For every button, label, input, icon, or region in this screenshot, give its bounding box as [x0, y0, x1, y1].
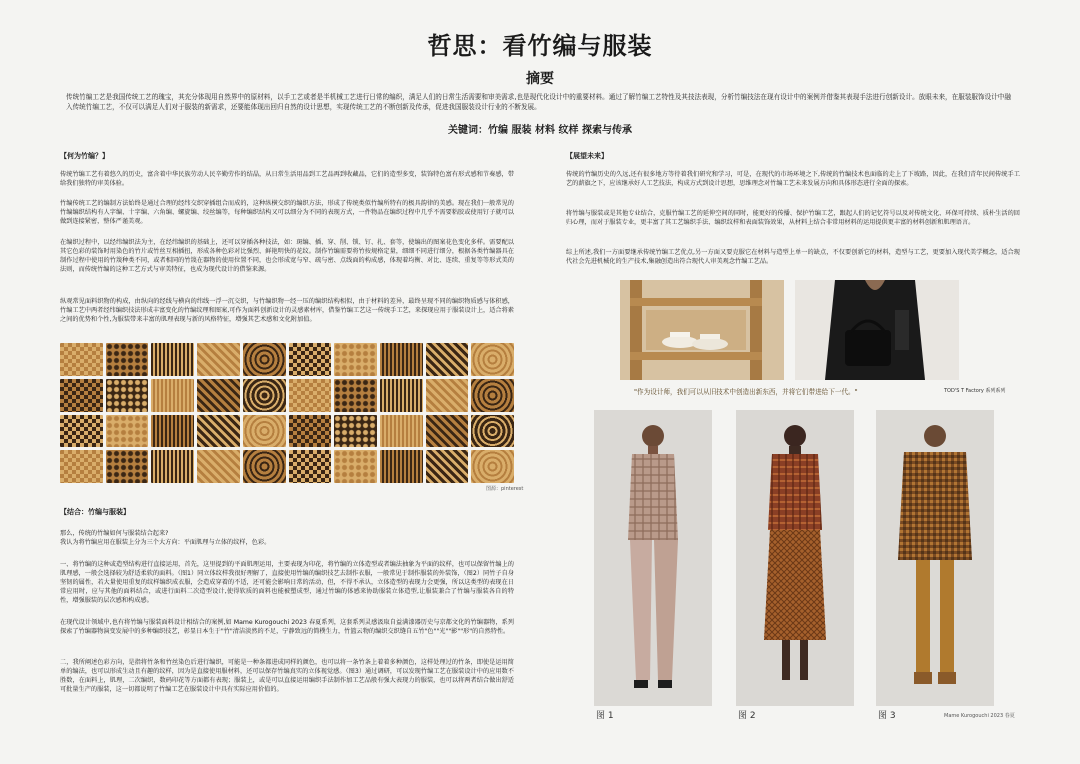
runway-photo-2 — [736, 410, 854, 706]
weave-pattern-tile — [243, 343, 286, 376]
weave-pattern-tile — [289, 450, 332, 483]
keywords: 关键词：竹编 服装 材料 纹样 探索与传承 — [448, 125, 632, 136]
weave-pattern-tile — [60, 450, 103, 483]
weave-pattern-tile — [380, 415, 423, 448]
weave-pattern-tile — [426, 379, 469, 412]
weave-pattern-tile — [106, 415, 149, 448]
figure-label-3: 图 3 — [878, 711, 896, 721]
weave-pattern-tile — [243, 415, 286, 448]
model-bag-photo — [795, 280, 959, 380]
weave-pattern-tile — [289, 343, 332, 376]
bamboo-pattern-grid — [60, 343, 514, 483]
weave-pattern-tile — [151, 450, 194, 483]
weave-pattern-tile — [426, 450, 469, 483]
weave-pattern-tile — [471, 415, 514, 448]
weave-pattern-tile — [471, 343, 514, 376]
weave-pattern-tile — [60, 415, 103, 448]
runway-credit: Mame Kurogouchi 2023 春夏 — [944, 713, 1015, 719]
future-paragraph-1: 传统的竹编历史的久远,还有很多地方等待着我们研究和学习，可是，在现代的市场环境之下,传统的竹编技术也面临的走上了下坡路，因此，在我们青年民间传统手工艺的薪旗之下，应该继承好人工艺技法，构成方式到设计思想，思维理念对竹编工艺未来发展方向和具体形态进行全面的探索。 — [566, 171, 1020, 187]
abstract-text: 传统竹编工艺是我国传统工艺的瑰宝，其充分体现用自然界中的原材料，以手工艺或者是半机械工艺进行日常的编织，满足人们的日常生活需要和审美需求,也是现代化设计中的重要材料。通过了解竹编工艺特性及其技法表现，分析竹编技法在现有设计中的案例并借鉴其表现手法进行创新设计。放眼未来，在服装服饰设计中融入传统竹编工艺，不仅可以满足人们对于服装的新需求，还要能体现出回归自然的设计思想，实现传统工艺的不断创新及传承，促进我国服装设计行业的不断发展。 — [66, 93, 1011, 111]
weave-pattern-tile — [289, 415, 332, 448]
combine-paragraph-2: 一、将竹编的这种或造型结构进行直接运用，首先，这里提到的平面肌理运用，主要表现为印花，将竹编的立体造型或者编法抽象为平面的纹样，也可以保留竹编上的肌理感，一般会选择较为舒适柔软的面料。（图1）同立体纹样我很好理解了，直接使用竹编的编织技艺去制作衣服，一般常见于制作服装的外装饰，（图2）同竹子自身坚韧的属性，若大量使用重复的纹样编织成衣服，会造成穿着的不适，还可能会影响日常的活动，但，不得不承认，立体造型的表现力会更强，所以这类型的表现在日常应用时，应与其他的面料结合，或进行面料二次造型设计,使得软质的面料也能被塑成型，通过竹编的体感来协助服装立体造型,让服装兼合了竹编与服装各自的特性，增强服装的层次感和构成感。 — [60, 561, 514, 604]
what-paragraph-4: 纵观常见面料织物的构成，由纵向的经线与横向的纬线一浮一沉交织，与竹编织物一经一压的编织结构相似，由于材料的差异，最终呈现不同的编织物质感与体积感，竹编工艺中两者经纬编织技法形成丰富变化的竹编纹理和图案,可作为面料创新设计的灵感素材库，借鉴竹编工艺这一传统手工艺，来探现应用于服装设计上，适合将素之间的优势和个性,为服装带来丰富的肌理表现与新的风格特征，增强其艺术感和文化附加值。 — [60, 298, 514, 323]
page-title: 哲思：看竹编与服装 — [427, 32, 653, 60]
weave-pattern-tile — [60, 379, 103, 412]
designer-quote: "作为设计师，我们可以从旧技术中创造出新东西，并将它们带进给下一代。" — [634, 388, 858, 396]
weave-pattern-tile — [380, 450, 423, 483]
section-heading-future: 【展望未来】 — [566, 152, 608, 160]
combine-paragraph-4: 二，我所阐述色彩方向，是指将竹条和竹丝染色后进行编织，可能是一种条都进成同样的颜色，也可以将一条竹条上着着多种颜色，这样处理过的竹条，即使是运用简单的编法，也可以形成生动且有趣的纹样，因为是直接使用服材料，还可以保存竹编真实的立体视觉感。（图3）通过调研，可以发现竹编工艺在服装设计中的应用数不胜数，在面料上，肌理，二次编织，数码印花等方面都有表现；服装上，或是可以直接运用编织手法制作加工艺品般有强大表现力的服装，也可以将两者结合做出舒适可批量生产的服装，这一切都说明了竹编工艺在服装设计中具有实际应用价值的。 — [60, 659, 514, 693]
weave-pattern-tile — [243, 379, 286, 412]
what-paragraph-2: 竹编传统工艺的编制方法始终是通过合理的经纬交织穿插组合而成的，这种纵横交织的编织方法，形成了传统类似竹编所特有的极具韵律的美感。现在我们一般常见的竹编编织结构有人字编、十字编、六角编、螺旋编、绞丝编等，每种编织结构又可以细分为不同的表现方式，一件物品在编织过程中几乎不需要粘胶或使用钉子就可以做到连接紧密，整体严谨美观。 — [60, 200, 514, 225]
abstract-heading: 摘要 — [526, 71, 554, 87]
photo-tag: TOD'S T Factory 系列系列 — [944, 388, 1006, 394]
weave-pattern-tile — [334, 343, 377, 376]
weave-pattern-tile — [60, 343, 103, 376]
weave-pattern-tile — [334, 450, 377, 483]
runway-photo-3 — [876, 410, 994, 706]
runway-photo-1 — [594, 410, 712, 706]
weave-pattern-tile — [471, 450, 514, 483]
weave-pattern-tile — [151, 343, 194, 376]
weave-pattern-tile — [334, 379, 377, 412]
weave-pattern-tile — [197, 415, 240, 448]
bamboo-shelf-photo — [620, 280, 784, 380]
weave-pattern-tile — [197, 343, 240, 376]
what-paragraph-3: 在编织过程中，以经纬编织法为主，在经纬编织的基础上，还可以穿插各种技法，如：斑编、插、穿、削、锁、钉、扎、套等，使编出的图案花色变化多样。需要配以其它色彩的装饰时用染色的竹片或竹丝互相插扭，形成各种色彩对比强烈、鲜艳明快的花纹。制作竹编需要将竹按规格定量，细细不同进行细分，根据各类竹编器具在制作过程中使用的竹篾种类不同，或者相同的竹篾在器物的使用位置不同，也会形成宽与窄、疏与密、点线面的构成感，体现着均衡、对比、连续、重复等等形式美的法则，而传统竹编的这种工艺方式与审美特征，也成为现代设计的借鉴来源。 — [60, 239, 514, 273]
combine-paragraph-3: 在现代设计领域中,也有将竹编与服装面料设计相结合的案例,如 Mame Kurogouchi 2023 春夏系列，这套系列灵感汲取自益满漆器历史与京都文化的竹编器物，系列探索了竹编器物演变发展中的多种编织技艺，彰显日本生于"竹"清洁淡然的不足，宁静致远的简樸生力，竹篮云物的编织交织缝自五竹"色""光""影""形"的自然特性。 — [60, 619, 514, 635]
weave-pattern-tile — [197, 450, 240, 483]
combine-paragraph-1: 那么，传统的竹编如何与服装结合起来? 我认为将竹编应用在服装上分为三个大方向：平面肌理与立体的纹样，色彩。 — [60, 530, 271, 546]
weave-pattern-tile — [106, 379, 149, 412]
weave-pattern-tile — [106, 450, 149, 483]
figure-label-2: 图 2 — [738, 711, 756, 721]
weave-pattern-tile — [426, 343, 469, 376]
weave-pattern-tile — [151, 415, 194, 448]
section-heading-combine: 【结合：竹编与服装】 — [60, 508, 130, 516]
figure-label-1: 图 1 — [596, 711, 614, 721]
image-credit: 图源：pinterest — [486, 486, 524, 492]
weave-pattern-tile — [380, 343, 423, 376]
weave-pattern-tile — [243, 450, 286, 483]
future-paragraph-2: 将竹编与服装或是其他专业结合，克服竹编工艺的延伸空间的同时，能更好的传播、保护竹编工艺，跟起人们的记忆符号以及对传统文化、环保可持续、质朴生活的回归心理，而对于服装专业，更丰富了其工艺编织手法、编织纹样和表面装饰效果，从材料上结合非常用材料的运用提供更丰富的材料创新和肌理语言。 — [566, 210, 1020, 226]
weave-pattern-tile — [151, 379, 194, 412]
weave-pattern-tile — [197, 379, 240, 412]
future-paragraph-3: 综上所述,我们一方面要继承传统竹编工艺优点,另一方面又要克服它在材料与造型上单一的缺点，不仅要创新它的材料，造型与工艺，更要加入现代美学概念，适合现代社会先进机械化的生产技术,集融创造出符合现代人审美观念竹编工艺品。 — [566, 249, 1020, 265]
what-paragraph-1: 传统竹编工艺有着悠久的历史，富含着中华民族劳动人民辛勤劳作的结晶，从日常生活用品到工艺品再到收藏品，它们的造型多变，装饰特色富有形式感和节奏感，带给我们独特的审美体验。 — [60, 171, 514, 187]
weave-pattern-tile — [426, 415, 469, 448]
weave-pattern-tile — [289, 379, 332, 412]
weave-pattern-tile — [471, 379, 514, 412]
section-heading-what: 【何为竹编？】 — [60, 152, 109, 160]
weave-pattern-tile — [334, 415, 377, 448]
weave-pattern-tile — [106, 343, 149, 376]
weave-pattern-tile — [380, 379, 423, 412]
